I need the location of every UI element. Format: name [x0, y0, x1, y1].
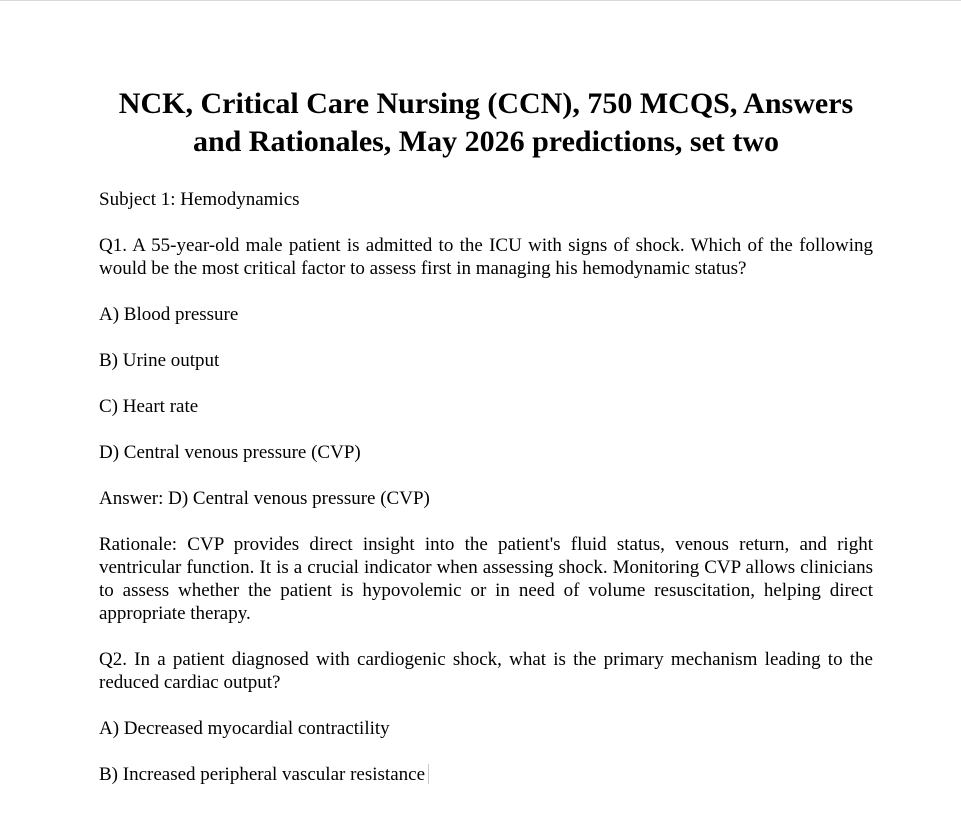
question-1-option-d: D) Central venous pressure (CVP) [99, 442, 361, 463]
subject-heading: Subject 1: Hemodynamics [99, 189, 300, 210]
question-1-answer: Answer: D) Central venous pressure (CVP) [99, 488, 430, 509]
question-1-text: Q1. A 55-year-old male patient is admitted to the ICU with signs of shock. Which of the following would be the most critical factor to assess first in managing his hemodynamic status? [99, 235, 873, 279]
question-1-option-c: C) Heart rate [99, 396, 199, 417]
document-title: NCK, Critical Care Nursing (CCN), 750 MCQS, Answers and Rationales, May 2026 predictions, set two [118, 87, 854, 158]
question-2-option-a: A) Decreased myocardial contractility [99, 718, 390, 739]
question-2-option-b-label: B) Increased peripheral vascular resistance [99, 764, 425, 785]
question-1-option-a: A) Blood pressure [99, 304, 239, 325]
question-1-rationale: Rationale: CVP provides direct insight into the patient's fluid status, venous return, and right ventricular function. It is a crucial indicator when assessing shock. Monitoring CVP allows clinicians to assess whether the patient is hypovolemic or in need of volume resuscitation, helping direct appropriate therapy. [99, 534, 873, 624]
question-2-option-b[interactable] [99, 763, 873, 786]
question-1-option-b: B) Urine output [99, 350, 220, 371]
document-page [99, 85, 873, 786]
text-cursor [428, 764, 429, 784]
question-2-text: Q2. In a patient diagnosed with cardiogenic shock, what is the primary mechanism leading to the reduced cardiac output? [99, 649, 873, 693]
top-divider [0, 0, 961, 1]
